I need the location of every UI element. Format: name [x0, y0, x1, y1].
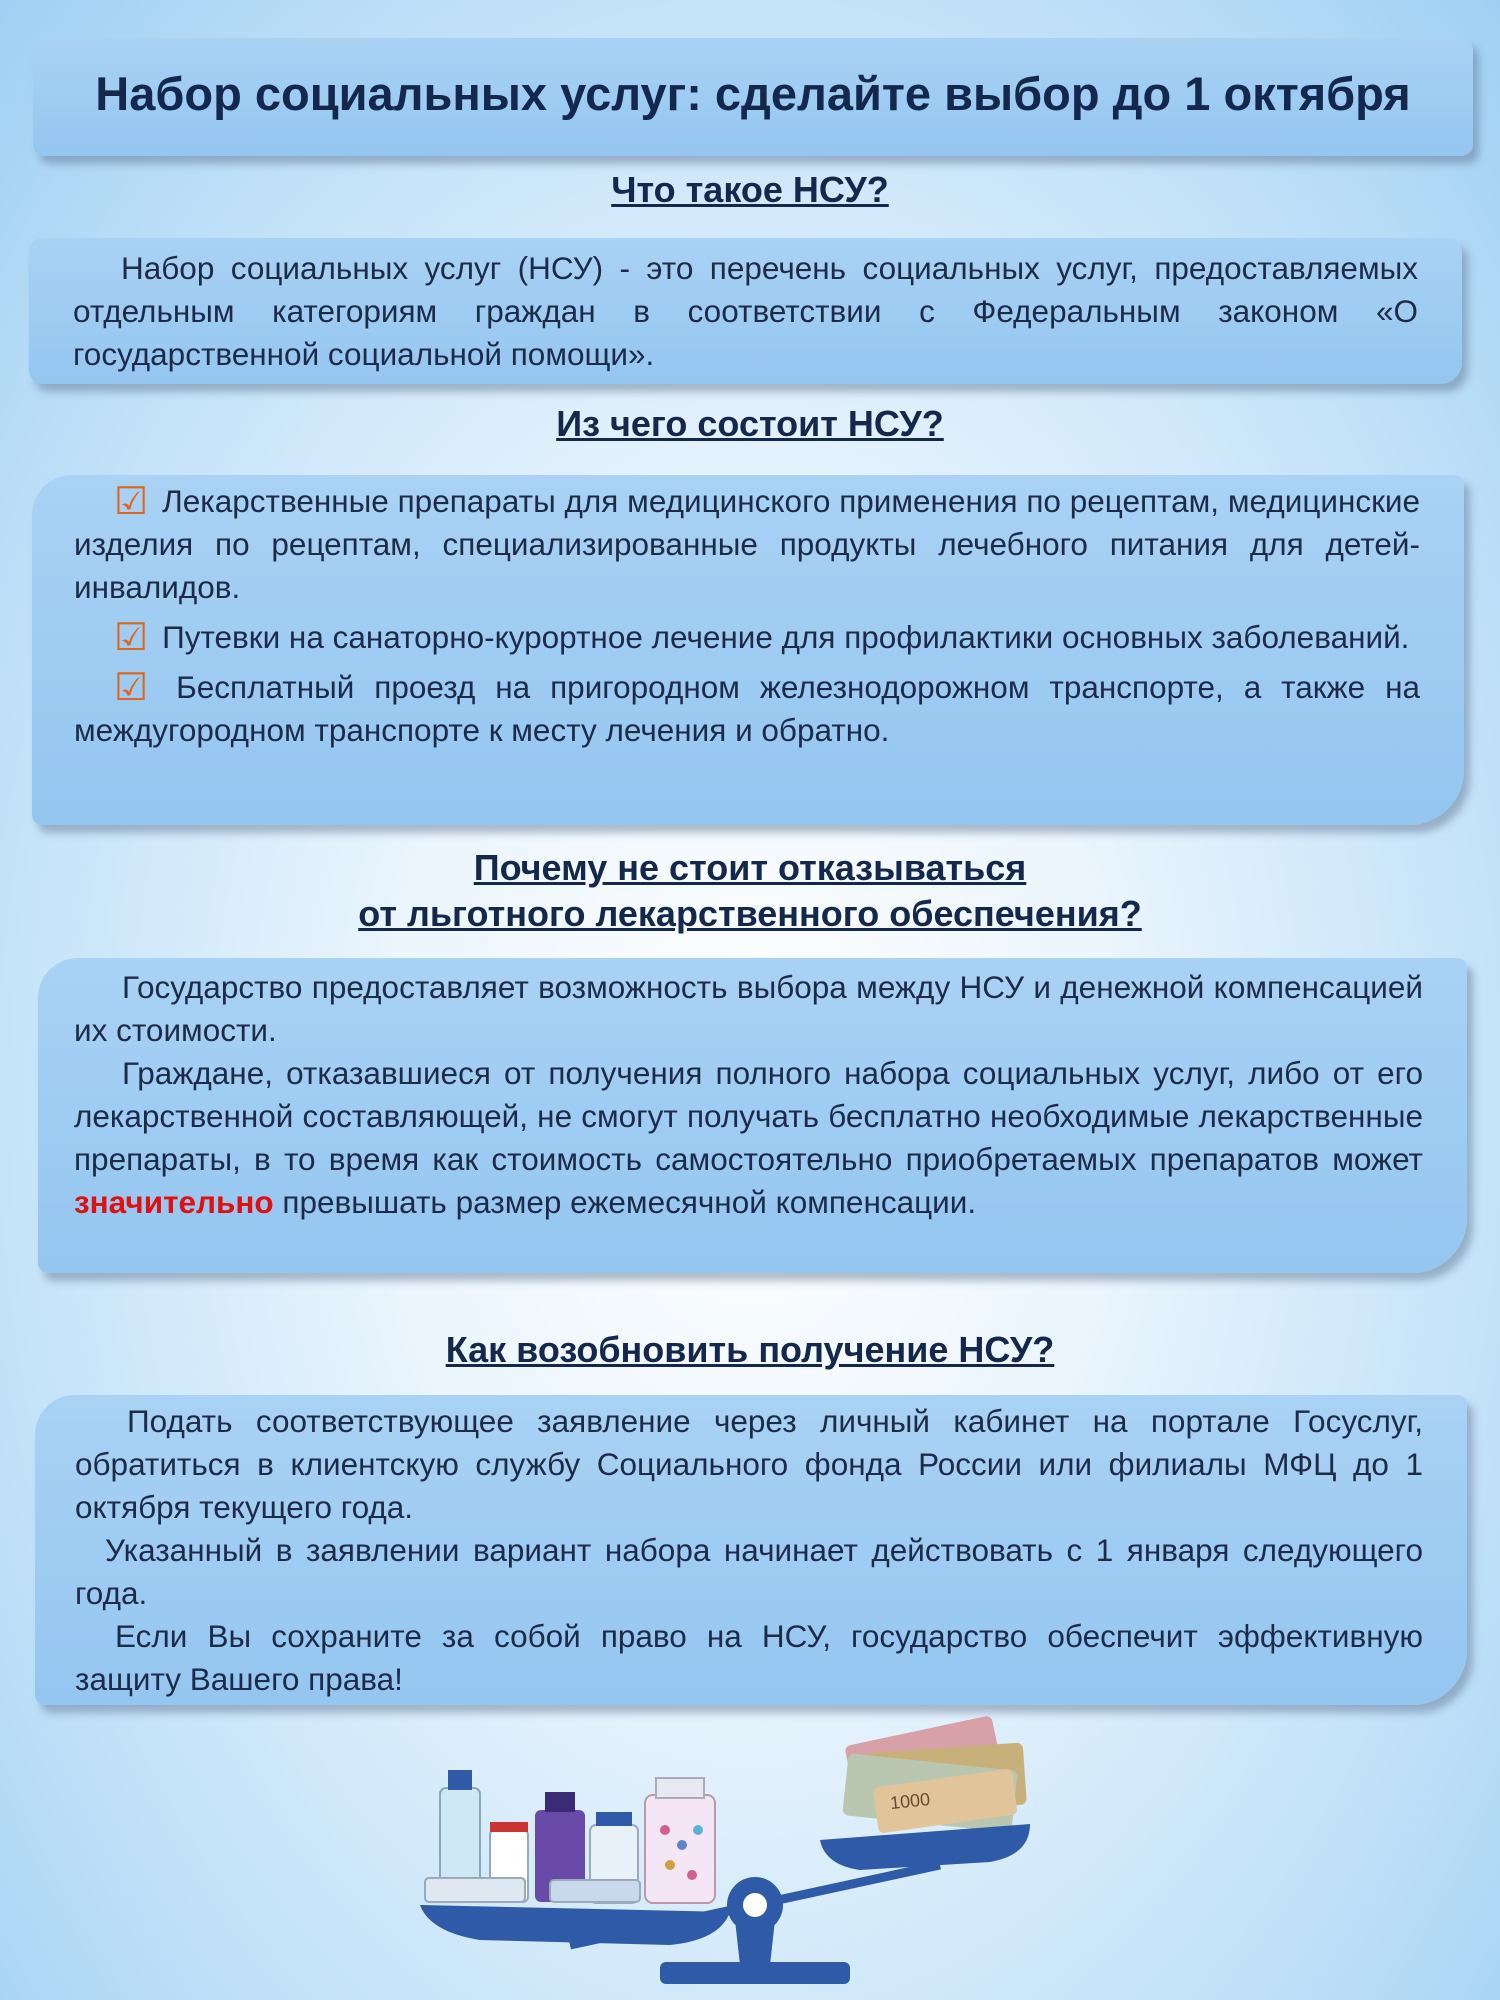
page-title: Набор социальных услуг: сделайте выбор до 1 октября [95, 67, 1411, 120]
section3-heading-line1: Почему не стоит отказываться [473, 847, 1027, 888]
checkbox-checked-icon: ☑ [114, 667, 149, 709]
title-banner [33, 38, 1473, 156]
section4-para3: Если Вы сохраните за собой право на НСУ, государство обеспечит эффективную защиту Вашего права! [75, 1618, 1423, 1697]
checkbox-checked-icon: ☑ [114, 617, 149, 659]
scales-medicine-vs-money-icon [420, 1700, 1140, 1990]
section1-heading: Что такое НСУ? [611, 169, 889, 210]
section4-para2: Указанный в заявлении вариант набора начинает действовать с 1 января следующего года. [75, 1532, 1423, 1611]
list-item [74, 666, 1420, 752]
svg-text:1000: 1000 [889, 1789, 931, 1814]
money-pile [842, 1715, 1027, 1833]
section1-text: Набор социальных услуг (НСУ) - это перечень социальных услуг, предоставляемых отдельным категориям граждан в соответствии с Федеральным законом «О государственной социальной помощи». [73, 250, 1418, 372]
list-item-text: Бесплатный проезд на пригородном железнодорожном транспорте, а также на междугородном транспорте к месту лечения и обратно. [74, 669, 1420, 748]
section3-para2-text-end: превышать размер ежемесячной компенсации. [273, 1184, 977, 1220]
highlight-word: значительно [74, 1184, 274, 1220]
list-item [74, 480, 1420, 609]
section4-para1: Подать соответствующее заявление через личный кабинет на портале Госуслуг, обратиться в клиентскую службу Социального фонда России или филиалы МФЦ до 1 октября текущего года. [75, 1403, 1423, 1525]
section2-heading: Из чего состоит НСУ? [556, 403, 944, 444]
section4-panel [35, 1395, 1467, 1705]
section4-heading: Как возобновить получение НСУ? [445, 1329, 1055, 1370]
section1-panel [29, 238, 1462, 384]
checkbox-checked-icon: ☑ [114, 481, 149, 523]
section3-para1: Государство предоставляет возможность выбора между НСУ и денежной компенсацией их стоимости. [74, 969, 1423, 1048]
list-item [74, 616, 1420, 659]
section3-heading-line2: от льготного лекарственного обеспечения? [358, 893, 1142, 934]
list-item-text: Лекарственные препараты для медицинского применения по рецептам, медицинские изделия по рецептам, специализированные продукты лечебного питания для детей-инвалидов. [74, 483, 1420, 605]
section3-para2 [74, 1052, 1423, 1224]
section2-panel [32, 475, 1464, 825]
section3-para2-text: Граждане, отказавшиеся от получения полного набора социальных услуг, либо от его лекарственной составляющей, не смогут получать бесплатно необходимые лекарственные препараты, в то время как стоимость самостоятельно приобретаемых препаратов может [74, 1055, 1423, 1177]
medicine-bottles [425, 1770, 715, 1903]
section3-panel [38, 958, 1467, 1273]
list-item-text: Путевки на санаторно-курортное лечение для профилактики основных заболеваний. [162, 619, 1410, 655]
